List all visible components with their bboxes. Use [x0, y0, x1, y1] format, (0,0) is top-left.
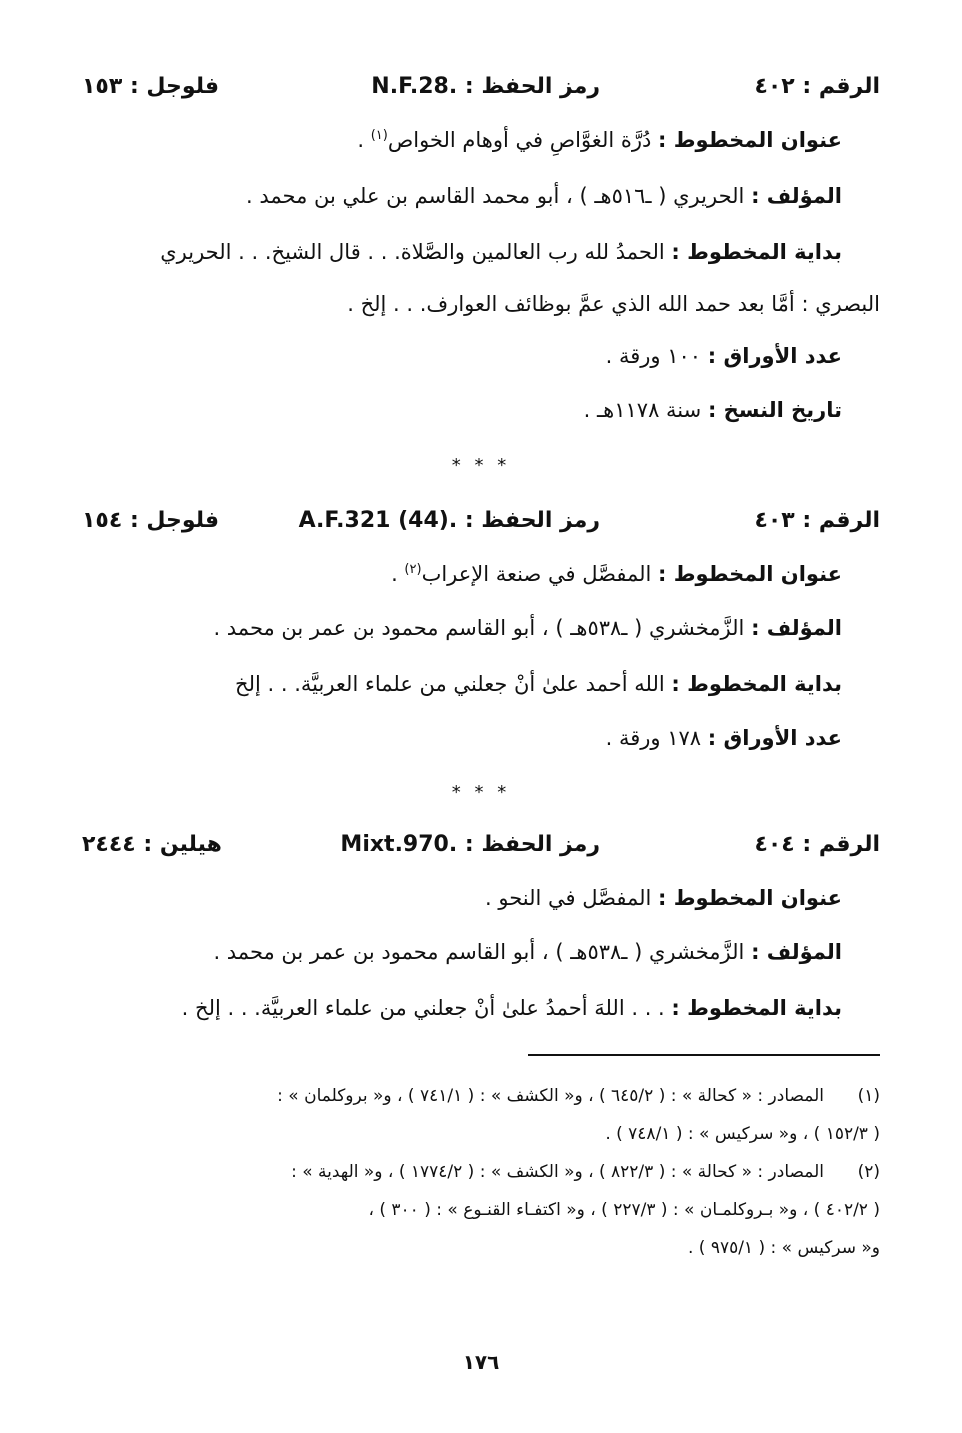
entry-separator: * * *	[451, 455, 511, 476]
title-line	[80, 886, 842, 926]
entry-separator: * * *	[451, 782, 511, 803]
page-number: ١٧٦	[462, 1350, 500, 1374]
copy-date-line	[80, 398, 842, 438]
leaves-label: عدد الأوراق :	[707, 726, 842, 750]
title-line	[80, 562, 842, 602]
incipit-value: الحمدُ لله رب العالمين والصَّلاة. . . قال الشيخ. . . الحريري	[160, 240, 665, 264]
leaves-value: ١٧٨ ورقة .	[605, 726, 702, 750]
entry-header	[82, 74, 880, 114]
footnote-text: ( ٤٠٢/٢ ) ، و« بـروكلمـان » : ( ٢٢٧/٣ ) ، و« اكتفـاء القنـوع » : ( ٣٠٠ ) ،	[368, 1200, 880, 1220]
footnote-2	[82, 1162, 880, 1188]
entry-header	[82, 832, 880, 872]
title-label: عنوان المخطوط :	[658, 562, 842, 586]
title-label: عنوان المخطوط :	[658, 128, 842, 152]
footnote-mark: (١)	[857, 1086, 880, 1106]
author-line	[80, 616, 842, 656]
author-label: المؤلف :	[751, 184, 842, 208]
title-value: المفصَّل في صنعة الإعراب	[421, 562, 652, 586]
author-line	[80, 940, 842, 980]
author-value: الزَّمخشري ( ـ٥٣٨هـ ) ، أبو القاسم محمود بن عمر بن محمد .	[213, 940, 745, 964]
entry-number: الرقم : ٤٠٣	[754, 508, 880, 533]
entry-header	[82, 508, 880, 548]
author-value: الحريري ( ـ٥١٦هـ ) ، أبو محمد القاسم بن علي بن محمد .	[246, 184, 745, 208]
shelf-mark: رمز الحفظ : .N.F.28	[371, 74, 600, 99]
footnote-ref: (١)	[370, 128, 388, 143]
footnote-text: ( ١٥٢/٣ ) ، و« سركيس » : ( ٧٤٨/١ ) .	[605, 1124, 880, 1144]
footnote-mark: (٢)	[857, 1162, 880, 1182]
incipit-value: . . . اللهَ أحمدُ علىٰ أنْ جعلني من علماء العربيَّة. . . إلخ .	[181, 996, 665, 1020]
title-end: .	[357, 128, 371, 152]
incipit-continuation: البصري : أمَّا بعد حمد الله الذي عمَّ بوظائف العوارف. . . إلخ .	[347, 292, 880, 316]
author-label: المؤلف :	[751, 616, 842, 640]
footnote-2-cont	[82, 1238, 880, 1264]
footnote-text: المصادر : « كحالة » : ( ٦٤٥/٢ ) ، و« الكشف » : ( ٧٤١/١ ) ، و« بروكلمان » :	[277, 1086, 824, 1106]
incipit-label: بداية المخطوط :	[671, 996, 842, 1020]
footnote-1	[82, 1086, 880, 1112]
title-label: عنوان المخطوط :	[658, 886, 842, 910]
copy-date-label: تاريخ النسخ :	[707, 398, 842, 422]
author-label: المؤلف :	[751, 940, 842, 964]
copy-date-value: سنة ١١٧٨هـ .	[583, 398, 702, 422]
footnote-text: المصادر : « كحالة » : ( ٨٢٢/٣ ) ، و« الكشف » : ( ١٧٧٤/٢ ) ، و« الهدية » :	[291, 1162, 824, 1182]
leaves-label: عدد الأوراق :	[707, 344, 842, 368]
entry-number: الرقم : ٤٠٤	[754, 832, 880, 857]
entry-number: الرقم : ٤٠٢	[754, 74, 880, 99]
title-end: .	[391, 562, 405, 586]
title-value: المفصَّل في النحو .	[485, 886, 652, 910]
collection-number: فلوجل : ١٥٣	[82, 74, 220, 99]
footnote-text: و« سركيس » : ( ٩٧٥/١ ) .	[687, 1238, 880, 1258]
collection-number: هيلين : ٢٤٤٤	[82, 832, 222, 857]
leaves-line	[80, 344, 842, 384]
incipit-line	[80, 672, 842, 712]
collection-number: فلوجل : ١٥٤	[82, 508, 220, 533]
author-line	[80, 184, 842, 224]
shelf-mark: رمز الحفظ : .Mixt.970	[340, 832, 600, 857]
shelf-mark: رمز الحفظ : .(44) A.F.321	[298, 508, 600, 533]
incipit-label: بداية المخطوط :	[671, 240, 842, 264]
incipit-label: بداية المخطوط :	[671, 672, 842, 696]
footnote-rule	[528, 1054, 880, 1056]
footnote-2-cont	[82, 1200, 880, 1226]
incipit-line	[80, 996, 842, 1036]
leaves-value: ١٠٠ ورقة .	[605, 344, 702, 368]
leaves-line	[80, 726, 842, 766]
title-line	[80, 128, 842, 168]
footnote-ref: (٢)	[404, 562, 422, 577]
author-value: الزَّمخشري ( ـ٥٣٨هـ ) ، أبو القاسم محمود بن عمر بن محمد .	[213, 616, 745, 640]
incipit-value: الله أحمد علىٰ أنْ جعلني من علماء العربيَّة. . . إلخ	[235, 672, 665, 696]
title-value: دُرَّة الغوَّاصِ في أوهام الخواص	[387, 128, 652, 152]
footnote-1-cont	[82, 1124, 880, 1150]
incipit-line	[80, 240, 842, 280]
